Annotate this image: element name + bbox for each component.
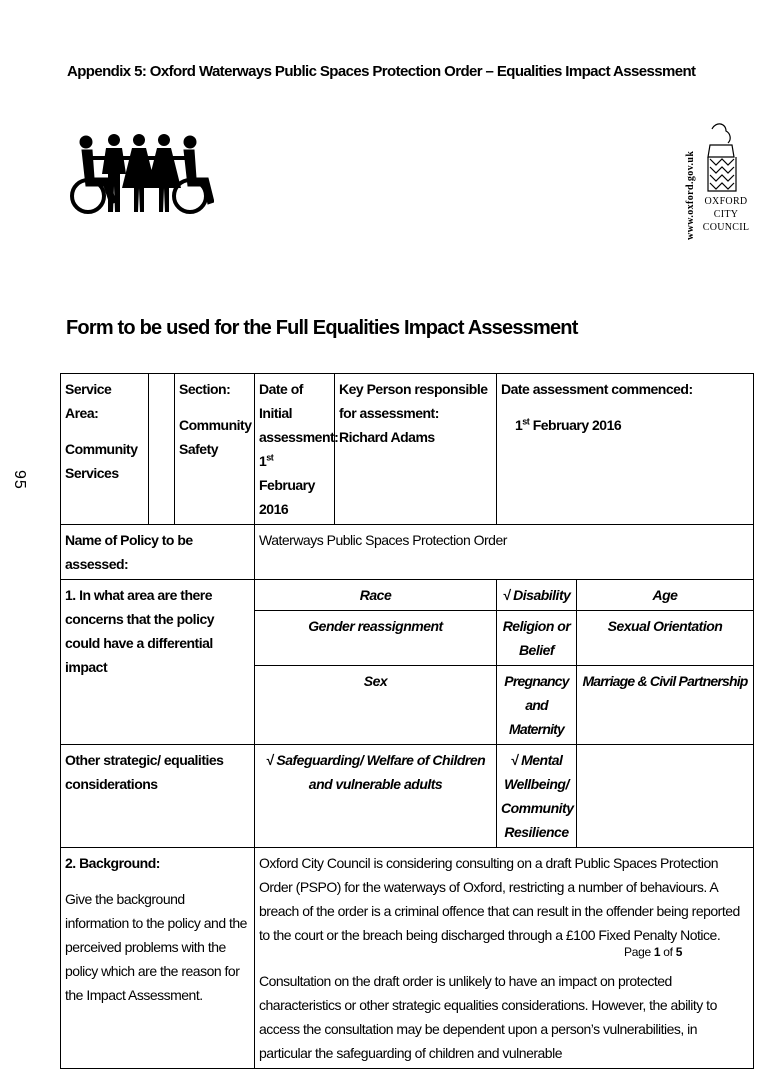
date-initial-value: 1st February 2016 xyxy=(259,452,315,517)
key-person-cell xyxy=(335,374,497,525)
characteristic-age: Age xyxy=(577,580,754,611)
concerns-label: 1. In what area are there concerns that the policy could have a differential impact xyxy=(61,580,255,745)
policy-row xyxy=(61,525,754,580)
policy-value: Waterways Public Spaces Protection Order xyxy=(255,525,754,580)
background-paragraph-2: Consultation on the draft order is unlikely to have an impact on protected characteristics or other strategic equalities considerations. However, the ability to access the consultation may be dependent upon a person’s vulnerabilities, in particular the safeguarding of children and vulnerable xyxy=(259,973,717,1061)
date-commenced-cell xyxy=(497,374,754,525)
background-help-text: Give the background information to the policy and the perceived problems with the policy which are the reason for the Impact Assessment. xyxy=(65,891,247,1003)
section-label: Section: xyxy=(179,381,231,397)
form-title: Form to be used for the Full Equalities Impact Assessment xyxy=(66,317,578,339)
characteristic-sexual-orientation: Sexual Orientation xyxy=(577,611,754,666)
section-value: Community Safety xyxy=(179,417,252,457)
service-area-label: Service Area: xyxy=(65,381,112,421)
page-of: of xyxy=(660,945,676,959)
service-area-value: Community Services xyxy=(65,441,138,481)
background-label: 2. Background: xyxy=(65,855,160,871)
council-name-line-3: COUNCIL xyxy=(702,222,750,233)
characteristic-religion: Religion or Belief xyxy=(497,611,577,666)
header-row xyxy=(61,374,754,525)
characteristic-sex: Sex xyxy=(255,666,497,745)
margin-page-number: 95 xyxy=(11,470,28,490)
background-label-cell xyxy=(61,848,255,1069)
section-cell xyxy=(175,374,255,525)
council-name-line-2: CITY xyxy=(713,209,739,220)
characteristic-pregnancy: Pregnancy and Maternity xyxy=(497,666,577,745)
empty-consideration xyxy=(577,745,754,848)
other-considerations-row xyxy=(61,745,754,848)
equalities-assessment-table xyxy=(60,373,754,1069)
equality-people-icon xyxy=(64,130,214,234)
characteristic-marriage: Marriage & Civil Partnership xyxy=(577,666,754,745)
characteristics-row-1 xyxy=(61,580,754,611)
council-website: www.oxford.gov.uk xyxy=(685,150,696,240)
service-area-cell xyxy=(61,374,149,525)
safeguarding-consideration: √ Safeguarding/ Welfare of Children and vulnerable adults xyxy=(255,745,497,848)
characteristic-race: Race xyxy=(255,580,497,611)
other-considerations-label: Other strategic/ equalities considerations xyxy=(61,745,255,848)
date-commenced-value: 1st February 2016 xyxy=(515,416,622,433)
key-person-value: Richard Adams xyxy=(339,429,435,445)
date-commenced-label: Date assessment commenced: xyxy=(501,381,693,397)
wellbeing-consideration: √ Mental Wellbeing/ Community Resilience xyxy=(497,745,577,848)
page-total: 5 xyxy=(675,945,683,959)
blank-cell xyxy=(149,374,175,525)
page-footer xyxy=(624,945,682,959)
appendix-title: Appendix 5: Oxford Waterways Public Spaces Protection Order – Equalities Impact Assessment xyxy=(67,63,696,80)
background-paragraph-1: Oxford City Council is considering consulting on a draft Public Spaces Protection Order (PSPO) for the waterways of Oxford, restricting a number of behaviours. A breach of the order is a criminal offence that can result in the offender being reported to the court or the breach being discharged through a £100 Fixed Penalty Notice. xyxy=(259,855,740,943)
page-current: 1 xyxy=(653,945,661,959)
policy-label: Name of Policy to be assessed: xyxy=(61,525,255,580)
council-name-line-1: OXFORD xyxy=(704,196,748,207)
page-label: Page xyxy=(624,945,654,959)
date-initial-label: Date of Initial assessment: xyxy=(259,381,339,445)
characteristic-disability: √ Disability xyxy=(497,580,577,611)
council-name xyxy=(697,195,755,234)
key-person-label: Key Person responsible for assessment: xyxy=(339,381,488,421)
characteristic-gender-reassignment: Gender reassignment xyxy=(255,611,497,666)
date-initial-cell xyxy=(255,374,339,525)
